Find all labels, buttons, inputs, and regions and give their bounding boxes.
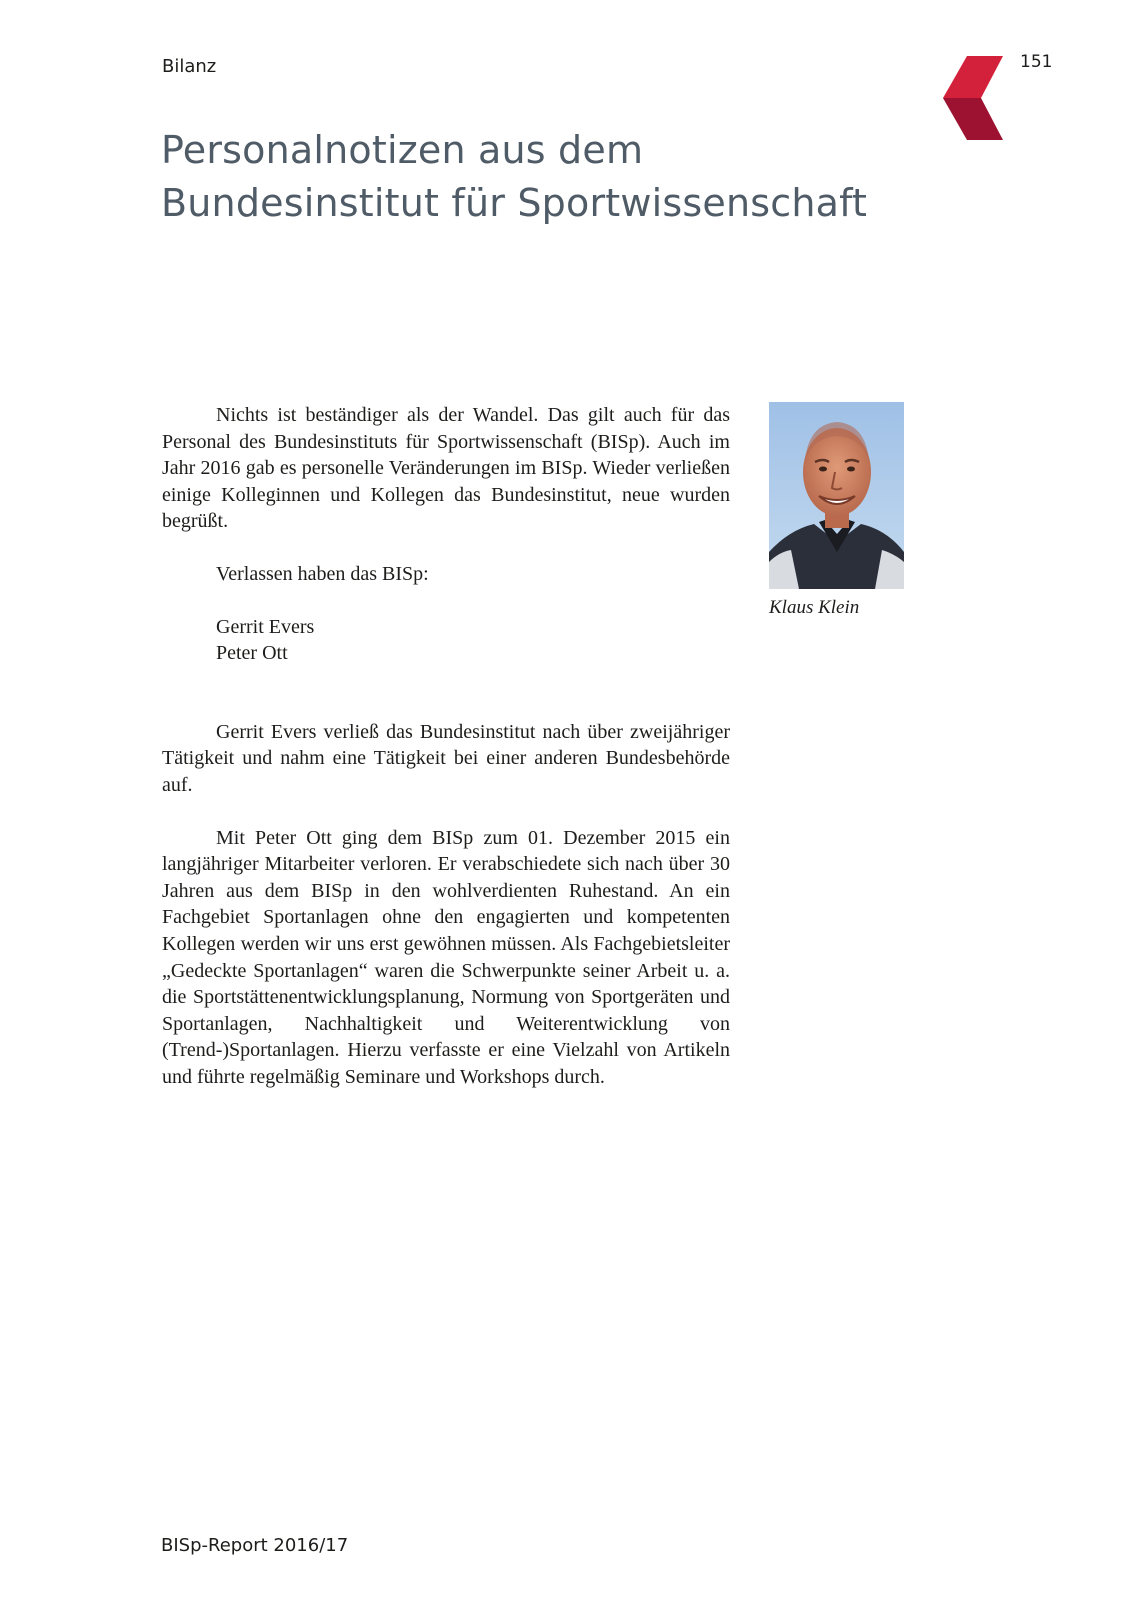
page-title-line-1: Personalnotizen aus dem — [161, 128, 644, 172]
page-number: 151 — [1020, 52, 1053, 72]
evers-paragraph: Gerrit Evers verließ das Bundesinstitut nach über zweijähriger Tätigkeit und nahm eine Tätigkeit bei einer anderen Bundesbehörde auf. — [162, 720, 730, 796]
ott-paragraph: Mit Peter Ott ging dem BISp zum 01. Dezember 2015 ein langjähriger Mitarbeiter verloren. Er verabschiedete sich nach über 30 Jahren aus dem BISp in den wohlverdienten Ruhestand. An ein Fachgebiet Sportanlagen ohne den engagierten und kompetenten Kollegen werden wir uns erst gewöhnen müssen. Als Fachgebietsleiter „Gedeckte Sportanlagen“ waren die Schwerpunkte seiner Arbeit u. a. die Sportstättenentwicklungsplanung, Normung von Sportgeräten und Sportanlagen, Nachhaltigkeit und Weiterentwicklung von (Trend-)Sportanlagen. Hierzu verfasste er eine Vielzahl von Artikeln und führte regelmäßig Seminare und Workshops durch. — [162, 826, 730, 1088]
section-label: Bilanz — [162, 56, 217, 77]
photo-caption: Klaus Klein — [769, 597, 860, 618]
page-title-line-2: Bundesinstitut für Sportwissenschaft — [161, 181, 868, 225]
portrait-photo — [769, 402, 904, 589]
portrait-illustration — [769, 402, 904, 589]
intro-paragraph: Nichts ist beständiger als der Wandel. Das gilt auch für das Personal des Bundesinstituts für Sportwissenschaft (BISp). Auch im Jahr 2016 gab es personelle Veränderungen im BISp. Wieder verließen einige Kolleginnen und Kollegen das Bundesinstitut, neue wurden begrüßt. — [162, 404, 730, 533]
chevron-left-icon — [943, 56, 1003, 140]
departure-name-2: Peter Ott — [216, 642, 288, 665]
departure-name-1: Gerrit Evers — [216, 615, 315, 638]
footer-text: BISp-Report 2016/17 — [161, 1535, 349, 1556]
article-body — [162, 402, 730, 1090]
departures-heading: Verlassen haben das BISp: — [216, 562, 429, 585]
page-title — [161, 124, 867, 230]
